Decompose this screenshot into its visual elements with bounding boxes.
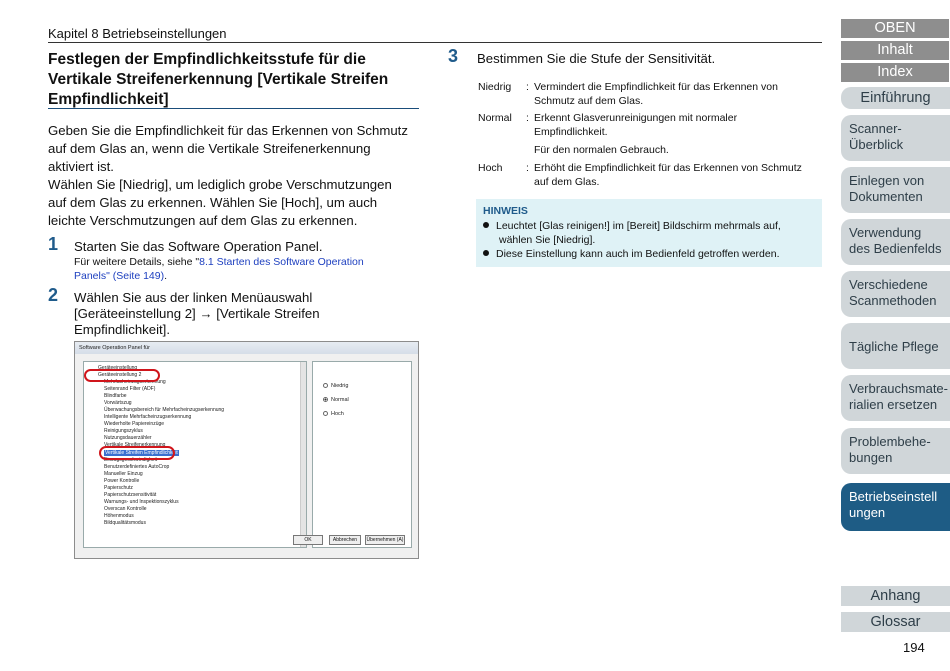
nav-tab-line: Scanmethoden [849,293,937,308]
intro-line: auf dem Glas an, wenn die Vertikale Streifenerkennung [48,141,371,156]
nav-tab-line: ungen [849,505,886,520]
level-term-hoch: Hoch [478,162,503,174]
section-title-line: Festlegen der Empfindlichkeitsstufe für die [48,51,366,68]
intro-paragraph [48,122,420,230]
nav-oben[interactable]: OBEN [841,19,949,38]
nav-glossar[interactable]: Glossar [841,612,950,632]
hint-text: Diese Einstellung kann auch im Bedienfeld getroffen werden. [496,248,780,260]
radio-label: Hoch [331,411,344,417]
tree-item: Wiederholte Papiereinzüge [104,421,165,427]
step-2-text [74,290,419,338]
nav-tab-line: Überblick [849,137,904,152]
tree-item: Mehrfacheinzugserkennung [104,379,166,385]
step-2-line: [Geräteeinstellung 2] → [Vertikale Streifen [74,306,320,321]
tree-item: Vertikale Streifenerkennung [104,442,166,448]
nav-tab-line: Problembehe- [849,434,931,449]
window-apply-button: Übernehmen (A) [366,537,404,543]
nav-tab-line: Verbrauchsmate- [849,381,948,396]
section-title [48,50,420,110]
tree-item: Seitenrand Filter (ADF) [104,386,156,392]
level-desc-line: Erhöht die Empfindlichkeit für das Erkennen von Schmutz [534,162,802,174]
tree-item: Vorwärtszug [104,400,132,406]
chapter-header: Kapitel 8 Betriebseinstellungen [48,26,227,41]
nav-anhang[interactable]: Anhang [841,586,950,606]
software-operation-panel-screenshot [74,341,419,559]
level-desc-line: auf dem Glas. [534,176,600,188]
highlight-ring-geraeteeinstellung-2 [84,369,160,382]
title-divider [48,108,419,109]
step-3-number: 3 [448,46,459,66]
intro-line: leichte Verschmutzungen auf dem Glas zu erkennen. [48,213,358,228]
nav-tab-line: Scanner- [849,121,902,136]
step-1-detail [74,255,419,283]
hint-text: wählen Sie [Niedrig]. [499,234,596,246]
step-2-line: Empfindlichkeit]. [74,322,171,337]
nav-inhalt[interactable]: Inhalt [841,41,949,60]
level-desc-line: Empfindlichkeit. [534,126,608,138]
highlight-ring-vertikale-streifen [99,446,175,460]
level-desc-normal [534,111,824,157]
section-title-line: Empfindlichkeit] [48,91,169,108]
nav-tab-line: rialien ersetzen [849,397,938,412]
step-2-line: Wählen Sie aus der linken Menüauswahl [74,290,313,305]
step-1-detail-prefix: Für weitere Details, siehe " [74,256,200,268]
level-desc-niedrig [534,80,824,108]
nav-tab-line: Betriebseinstell [849,489,938,504]
step-1-number: 1 [48,234,59,254]
level-term-niedrig: Niedrig [478,81,512,93]
tree-scrollbar [300,362,306,547]
hint-box [476,199,822,267]
level-separator: : [526,81,529,93]
tree-item: Power Kontrolle [104,478,140,484]
section-title-line: Vertikale Streifenerkennung [Vertikale Streifen [48,71,389,88]
nav-tab-line: Einlegen von [849,173,925,188]
level-desc-line: Schmutz auf dem Glas. [534,95,644,107]
radio-dot [323,411,328,416]
tree-item: Nutzungsdauerzähler [104,435,152,441]
window-ok-button: OK [293,535,323,545]
tree-item-selected: Vertikale Streifen Empfindlichkeit [105,450,178,456]
level-term-normal: Normal [478,112,512,124]
tree-item: Manueller Einzug [104,471,143,477]
step-1-detail-suffix: . [164,270,168,282]
nav-index[interactable]: Index [841,63,949,82]
nav-tab-line: Dokumenten [849,189,923,204]
window-cancel-button: Abbrechen [329,535,361,545]
bullet-icon [483,250,489,256]
tree-item: Papierschutz [104,485,133,491]
step-1-text: Starten Sie das Software Operation Panel. [74,239,323,254]
hint-heading: HINWEIS [483,205,528,217]
hint-item [483,247,813,261]
radio-dot [323,383,328,388]
tree-item: Reinigungszyklus [104,428,143,434]
radio-niedrig [323,383,348,389]
radio-dot-selected [323,397,328,402]
radio-label: Niedrig [331,383,349,389]
tree-item: Höhenmodus [104,513,134,519]
window-title: Software Operation Panel für [75,342,418,354]
hint-item [483,219,813,247]
tree-item: Intelligente Mehrfacheinzugserkennung [104,414,192,420]
header-divider [48,42,822,43]
nav-tab-line: Tägliche Pflege [849,339,939,354]
nav-tab-verbrauchsmaterialien[interactable] [841,375,950,421]
nav-tab-einlegen[interactable] [841,167,950,213]
radio-label: Normal [331,397,349,403]
intro-line: auf dem Glas zu erkennen. Wählen Sie [Hoch], um auch [48,195,378,210]
nav-tab-scanner-ueberblick[interactable] [841,115,950,161]
level-desc-line: Vermindert die Empfindlichkeit für das Erkennen von [534,81,778,93]
tree-item: Papierschutzsensitivität [104,492,157,498]
tree-item: Bildqualitätsmodus [104,520,146,526]
step-3-text: Bestimmen Sie die Stufe der Sensitivität. [477,51,716,66]
level-separator: : [526,112,529,124]
step-1-detail-link[interactable]: Panels" (Seite 149) [74,270,165,282]
nav-tab-line: bungen [849,450,893,465]
radio-hoch [323,411,344,417]
tree-item: Warnungs- und Inspektionszyklus [104,499,179,505]
radio-normal [323,397,349,403]
nav-tab-line: Verschiedene [849,277,928,292]
nav-tab-scanmethoden[interactable] [841,271,950,317]
nav-tab-problembehebungen[interactable] [841,428,950,474]
tree-item: Benutzerdefiniertes AutoCrop [104,464,170,470]
nav-tab-pflege[interactable] [841,323,950,369]
hint-text: Leuchtet [Glas reinigen!] im [Bereit] Bildschirm mehrmals auf, [496,220,781,232]
tree-item: Überwachungsbereich für Mehrfacheinzugserkennung [104,407,225,413]
tree-item: Overscan Kontrolle [104,506,147,512]
option-panel [312,361,412,548]
nav-tab-line: des Bedienfelds [849,241,942,256]
tree-item: Blindfarbe [104,393,127,399]
intro-line: aktiviert ist. [48,159,114,174]
tree-item: Geräteeinstellung 2 [98,372,142,378]
nav-tab-betriebseinstellungen[interactable] [841,483,950,531]
intro-line: Wählen Sie [Niedrig], um lediglich grobe Verschmutzungen [48,177,392,192]
bullet-icon [483,222,489,228]
level-desc-line: Für den normalen Gebrauch. [534,144,669,156]
nav-tab-line: Verwendung [849,225,922,240]
page-number: 194 [903,640,925,655]
tree-item: Einzugsgeschwindigkeit [104,457,158,463]
step-2-number: 2 [48,285,59,305]
level-separator: : [526,162,529,174]
step-1-detail-link[interactable]: 8.1 Starten des Software Operation [199,256,364,268]
intro-line: Geben Sie die Empfindlichkeit für das Erkennen von Schmutz [48,123,408,138]
level-desc-line: Erkennt Glasverunreinigungen mit normaler [534,112,738,124]
level-desc-hoch [534,161,824,189]
tree-item: Geräteeinstellung [98,365,138,371]
nav-tab-bedienfeld[interactable] [841,219,950,265]
nav-einfuehrung[interactable]: Einführung [841,87,950,109]
